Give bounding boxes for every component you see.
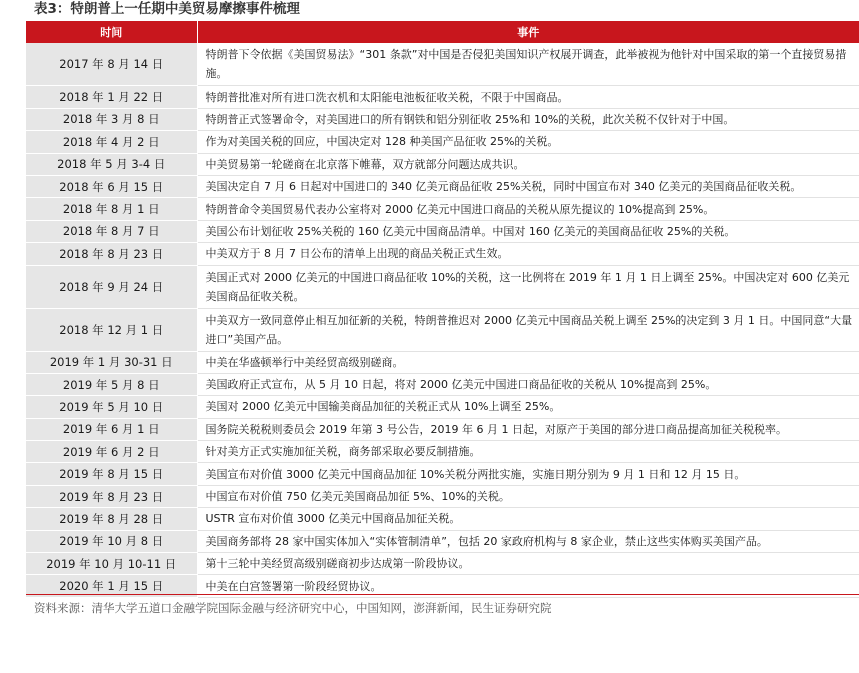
table-row [26, 441, 859, 463]
table-row [26, 508, 859, 530]
table-header-row [26, 21, 859, 43]
table-row [26, 108, 859, 130]
date-cell: 2018 年 12 月 1 日 [26, 308, 197, 351]
header-time: 时间 [26, 21, 197, 43]
date-cell: 2018 年 5 月 3-4 日 [26, 153, 197, 175]
date-cell: 2020 年 1 月 15 日 [26, 575, 197, 597]
table-row [26, 463, 859, 485]
date-cell: 2018 年 8 月 7 日 [26, 220, 197, 242]
date-cell: 2019 年 8 月 28 日 [26, 508, 197, 530]
event-cell: 针对美方正式实施加征关税，商务部采取必要反制措施。 [197, 441, 859, 463]
table-row [26, 198, 859, 220]
table-row [26, 175, 859, 197]
event-cell: 美国正式对 2000 亿美元的中国进口商品征收 10%的关税，这一比例将在 2019 年 1 月 1 日上调至 25%。中国决定对 600 亿美元美国商品征收关税。 [197, 265, 859, 308]
table-row [26, 153, 859, 175]
table-row [26, 553, 859, 575]
event-cell: 特朗普正式签署命令，对美国进口的所有钢铁和铝分别征收 25%和 10%的关税，此次关税不仅针对于中国。 [197, 108, 859, 130]
table-row [26, 86, 859, 108]
table-title: 表3：特朗普上一任期中美贸易摩擦事件梳理 [34, 1, 300, 17]
date-cell: 2018 年 6 月 15 日 [26, 175, 197, 197]
table-row [26, 43, 859, 86]
date-cell: 2018 年 1 月 22 日 [26, 86, 197, 108]
date-cell: 2019 年 8 月 23 日 [26, 485, 197, 507]
date-cell: 2019 年 6 月 1 日 [26, 418, 197, 440]
date-cell: 2019 年 10 月 10-11 日 [26, 553, 197, 575]
event-cell: 特朗普批准对所有进口洗衣机和太阳能电池板征收关税，不限于中国商品。 [197, 86, 859, 108]
table-row [26, 373, 859, 395]
event-cell: 中美双方一致同意停止相互加征新的关税，特朗普推迟对 2000 亿美元中国商品关税上调至 25%的决定到 3 月 1 日。中国同意“大量进口”美国产品。 [197, 308, 859, 351]
date-cell: 2018 年 8 月 1 日 [26, 198, 197, 220]
table-row [26, 243, 859, 265]
header-event: 事件 [197, 21, 859, 43]
event-cell: 第十三轮中美经贸高级别磋商初步达成第一阶段协议。 [197, 553, 859, 575]
event-cell: 美国对 2000 亿美元中国输美商品加征的关税正式从 10%上调至 25%。 [197, 396, 859, 418]
event-cell: 美国决定自 7 月 6 日起对中国进口的 340 亿美元商品征收 25%关税，同时中国宣布对 340 亿美元的美国商品征收关税。 [197, 175, 859, 197]
date-cell: 2019 年 8 月 15 日 [26, 463, 197, 485]
date-cell: 2019 年 1 月 30-31 日 [26, 351, 197, 373]
table-row [26, 485, 859, 507]
date-cell: 2017 年 8 月 14 日 [26, 43, 197, 86]
event-cell: 美国政府正式宣布，从 5 月 10 日起，将对 2000 亿美元中国进口商品征收的关税从 10%提高到 25%。 [197, 373, 859, 395]
event-cell: USTR 宣布对价值 3000 亿美元中国商品加征关税。 [197, 508, 859, 530]
event-cell: 作为对美国关税的回应，中国决定对 128 种美国产品征收 25%的关税。 [197, 131, 859, 153]
events-table [26, 21, 859, 598]
date-cell: 2018 年 8 月 23 日 [26, 243, 197, 265]
event-cell: 特朗普命令美国贸易代表办公室将对 2000 亿美元中国进口商品的关税从原先提议的 10%提高到 25%。 [197, 198, 859, 220]
table-row [26, 265, 859, 308]
table-row [26, 131, 859, 153]
event-cell: 中美在白宫签署第一阶段经贸协议。 [197, 575, 859, 597]
date-cell: 2019 年 5 月 8 日 [26, 373, 197, 395]
source-note: 资料来源：清华大学五道口金融学院国际金融与经济研究中心，中国知网，澎湃新闻，民生证券研究院 [34, 601, 552, 615]
date-cell: 2019 年 6 月 2 日 [26, 441, 197, 463]
table-row [26, 418, 859, 440]
event-cell: 特朗普下令依据《美国贸易法》“301 条款”对中国是否侵犯美国知识产权展开调查，此举被视为他针对中国采取的第一个直接贸易措施。 [197, 43, 859, 86]
event-cell: 中美在华盛顿举行中美经贸高级别磋商。 [197, 351, 859, 373]
date-cell: 2019 年 5 月 10 日 [26, 396, 197, 418]
event-cell: 中美贸易第一轮磋商在北京落下帷幕，双方就部分问题达成共识。 [197, 153, 859, 175]
table-bottom-rule [26, 594, 859, 595]
event-cell: 国务院关税税则委员会 2019 年第 3 号公告，2019 年 6 月 1 日起，对原产于美国的部分进口商品提高加征关税税率。 [197, 418, 859, 440]
event-cell: 美国商务部将 28 家中国实体加入“实体管制清单”，包括 20 家政府机构与 8 家企业，禁止这些实体购买美国产品。 [197, 530, 859, 552]
date-cell: 2018 年 9 月 24 日 [26, 265, 197, 308]
table-row [26, 396, 859, 418]
event-cell: 中国宣布对价值 750 亿美元美国商品加征 5%、10%的关税。 [197, 485, 859, 507]
table-row [26, 351, 859, 373]
date-cell: 2018 年 4 月 2 日 [26, 131, 197, 153]
date-cell: 2018 年 3 月 8 日 [26, 108, 197, 130]
event-cell: 中美双方于 8 月 7 日公布的清单上出现的商品关税正式生效。 [197, 243, 859, 265]
table-row [26, 220, 859, 242]
date-cell: 2019 年 10 月 8 日 [26, 530, 197, 552]
table-row [26, 308, 859, 351]
event-cell: 美国公布计划征收 25%关税的 160 亿美元中国商品清单。中国对 160 亿美元的美国商品征收 25%的关税。 [197, 220, 859, 242]
event-cell: 美国宣布对价值 3000 亿美元中国商品加征 10%关税分两批实施，实施日期分别为 9 月 1 日和 12 月 15 日。 [197, 463, 859, 485]
table-row [26, 530, 859, 552]
